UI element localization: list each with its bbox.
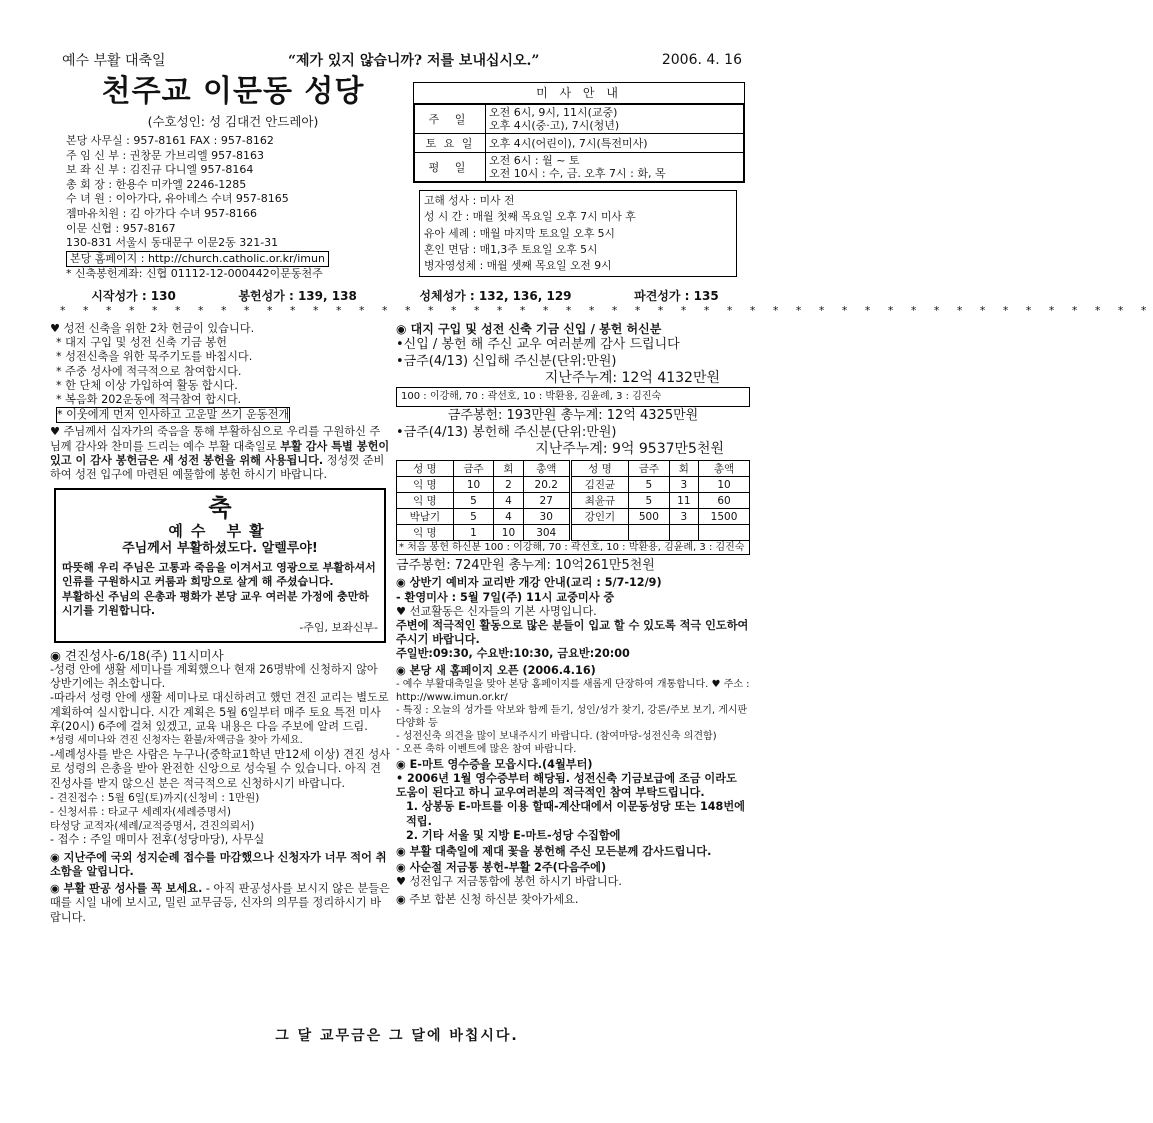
list-item: * 이웃에게 먼저 인사하고 고운말 쓰기 운동전개 [56,407,290,423]
table-cell: 27 [523,493,570,509]
table-cell: 박남기 [397,509,454,525]
homepage-line: - 특징 : 오늘의 성가를 악보와 함께 듣기, 성인/성가 찾기, 강론/주보 보기, 게시판 다양화 등 [396,704,748,729]
table-cell: 500 [629,509,670,525]
table-cell: 3 [669,509,698,525]
easter-offering-bold: 부활 감사 특별 봉헌이 있고 이 감사 봉헌금은 새 성전 봉헌을 위해 사용됩니다. [50,439,390,467]
staff-line: 보 좌 신 부 : 김진규 다니엘 957-8164 [66,163,254,177]
staff-line: 주 임 신 부 : 권창문 가브리엘 957-8163 [66,148,265,162]
list-item: * 대지 구입 및 성전 신축 기금 봉헌 [56,336,227,350]
table-cell: 1500 [699,509,750,525]
confirmation-line: - 접수 : 주일 매미사 전후(성당마당), 사무실 [50,833,265,847]
column-header: 성 명 [397,461,454,477]
sacrament-schedule [419,190,737,277]
homepage-line: - 오픈 축하 이벤트에 많은 참여 바랍니다. [396,743,577,755]
table-note: * 처음 봉헌 하신분 100 : 이강해, 70 : 곽선호, 10 : 박환용, 김윤례, 3 : 김진숙 [397,541,750,555]
table-cell: 60 [699,493,750,509]
table-row [397,509,750,525]
emart-body: • 2006년 1월 영수증부터 해당됨. 성전신축 기금보급에 조금 이라도 도움이 된다고 하니 교우여러분의 적극적인 참여 부탁드립니다. [396,772,737,800]
catechism-line: - 환영미사 : 5월 7일(주) 11시 교중미사 중 [396,590,615,604]
header-line [62,50,742,70]
week-offerings: •금주(4/13) 봉헌해 주신분(단위:만원) [396,425,617,441]
list-item: * 성전신축을 위한 묵주기도를 바칩시다. [56,350,253,364]
column-header: 금주 [453,461,494,477]
confirmation-line: - 신청서류 : 타교구 세례자(세례증명서) [50,806,232,819]
footer-tithe-notice: 그 달 교무금은 그 달에 바칩시다. [275,1028,519,1044]
previous-total: 지난주누계: 12억 4132만원 [544,370,720,387]
easter-confession-notice [50,882,390,925]
table-cell: 익 명 [397,493,454,509]
confirmation-line: -성령 안에 생활 세미나를 계획했으나 현재 26명밖에 신청하지 않아 상반기에는 취소합니다. [50,663,378,691]
table-cell: 5 [453,493,494,509]
table-cell [629,525,670,541]
table-cell: 30 [523,509,570,525]
sacrament-line: 성 시 간 : 매월 첫째 목요일 오후 7시 미사 후 [424,210,636,224]
table-cell: 20.2 [523,477,570,493]
catechism-line: ♥ 선교활동은 신자들의 기본 사명입니다. [396,604,597,618]
contributor-list: 100 : 이강해, 70 : 곽선호, 10 : 박환용, 김윤례, 3 : 김진숙 [396,387,750,407]
confirmation-title: ◉ 견진성사-6/18(주) 11시미사 [50,647,224,663]
easter-signature: -주임, 보좌신부- [299,620,378,634]
column-header: 회 [669,461,698,477]
feast-name: 예수 부활 대축일 [62,53,166,69]
easter-headline: 주님께서 부활하셨도다. 알렐루야! [122,541,318,557]
table-cell: 10 [494,525,523,541]
easter-offering-note [50,425,390,482]
sacrament-line: 혼인 면담 : 매1,3주 토요일 오후 5시 [424,242,598,256]
offertory-hymn: 봉헌성가 : 139, 138 [238,289,357,303]
staff-line: 젬마유치원 : 김 아가다 수녀 957-8166 [66,206,258,220]
table-cell [699,525,750,541]
mass-day: 토 요 일 [415,134,486,153]
star-divider: * * * * * * * * * * * * * * * * * * * * * * * * * * * * * * * * * * * * * * * * * * * * * * * * [60,304,1153,317]
motto: “제가 있지 않습니까? 저를 보내십시오.” [287,53,540,69]
homepage-line: - 예수 부활대축일을 맞아 본당 홈페이지를 새롭게 단장하여 개통합니다. ♥ 주소 : http://www.imun.or.kr/ [396,678,750,703]
collection-items [50,336,390,423]
homepage-line: - 성전신축 의견을 많이 보내주시기 바랍니다. (참여마당-성전신축 의견함) [396,730,717,742]
confirmation-line: -따라서 성령 안에 생활 세미나로 대신하려고 했던 견진 교리는 별도로 계획하여 실시합니다. 시간 계획은 5월 6일부터 매주 토요 특전 미사 후(20시) 6주에 걸쳐 있겠고, 교육 내용은 다음 주보에 알려 드림. [50,691,389,733]
catechism-title: ◉ 상반기 예비자 교리반 개강 안내(교리 : 5/7-12/9) [396,576,662,590]
offering-table [396,460,750,555]
mass-schedule-title: 미 사 안 내 [414,83,744,104]
table-row [397,477,750,493]
offering-week-sum: 금주봉헌: 724만원 총누계: 10억261만5천원 [396,558,655,574]
easter-greeting-box [54,488,386,643]
catechism-line: 주변에 적극적인 활동으로 많은 분들이 입교 할 수 있도록 적극 인도하여 주시기 바랍니다. [396,619,749,647]
mass-schedule [413,82,745,183]
table-cell: 10 [453,477,494,493]
right-column [396,322,750,907]
staff-line: 이문 신협 : 957-8167 [66,221,176,235]
mass-row [415,105,744,134]
list-item: * 주중 성사에 적극적으로 참여합시다. [56,364,242,378]
staff-list [60,134,406,282]
column-header: 성 명 [570,461,628,477]
sacrament-line: 고해 성사 : 미사 전 [424,194,515,207]
building-fund-account: * 신축봉헌계좌: 신협 01112-12-000442이문동천주 [66,267,323,281]
column-header: 금주 [629,461,670,477]
week-sum: 금주봉헌: 193만원 총누계: 12억 4325만원 [447,408,699,424]
offering-previous-total: 지난주누계: 9억 9537만5천원 [535,441,724,458]
table-cell: 4 [494,509,523,525]
column-header: 총액 [523,461,570,477]
staff-line: 수 녀 원 : 이아가다, 유아녜스 수녀 957-8165 [66,192,289,206]
savings-title: ◉ 사순절 저금통 봉헌-부활 2주(다음주에) [396,861,607,875]
recessional-hymn: 파견성가 : 135 [634,289,719,303]
table-cell: 1 [453,525,494,541]
fund-title: ◉ 대지 구입 및 성전 신축 기금 신입 / 봉헌 허신분 [396,322,662,336]
patron-saint: (수호성인: 성 김대건 안드레아) [147,114,319,129]
column-header: 회 [494,461,523,477]
table-cell: 익 명 [397,477,454,493]
flower-thanks: ◉ 부활 대축일에 제대 꽃을 봉헌해 주신 모든분께 감사드립니다. [396,845,712,859]
list-item: * 한 단체 이상 가입하여 활동 합시다. [56,378,238,392]
confirmation-line: 타성당 교적자(세례/교적증명서, 견진의뢰서) [50,820,255,833]
easter-message: 따뜻해 우리 주님은 고통과 죽음을 이겨서고 영광으로 부활하셔서 인류를 구원하시고 커룸과 희망으로 살게 해 주셨습니다. [62,560,376,589]
bulletin-binding-notice: ◉ 주보 합본 신청 하신분 찾아가세요. [396,892,579,906]
bulletin-date: 2006. 4. 16 [661,52,742,68]
mass-row [415,134,744,153]
table-cell: 3 [669,477,698,493]
table-cell: 김진균 [570,477,628,493]
table-cell: 11 [669,493,698,509]
table-cell: 10 [699,477,750,493]
left-column [50,322,390,925]
table-header-row [397,461,750,477]
week-contributors: •금주(4/13) 신입해 주신분(단위:만원) [396,354,617,370]
catechism-schedule: 주일반:09:30, 수요반:10:30, 금요반:20:00 [396,647,630,661]
mass-table [414,104,744,182]
confirmation-line: *성령 세미나와 견진 신청자는 환불/차액금을 찾아 가세요. [50,735,303,747]
table-cell: 5 [629,477,670,493]
table-cell: 5 [453,509,494,525]
hymn-numbers [60,287,750,304]
mass-row [415,153,744,182]
confirmation-line: - 견진접수 : 5월 6일(토)까지(신청비 : 1만원) [50,791,260,804]
confession-body: - 아직 판공성사를 보시지 않은 분들은 때를 시일 내에 보시고, 밀린 교무금등, 신자의 의무를 정리하시기 바랍니다. [50,882,390,924]
table-row [397,525,750,541]
easter-title: 예수 부활 [168,522,272,541]
mass-day: 주 일 [415,105,486,134]
column-header: 총액 [699,461,750,477]
table-note-row [397,541,750,555]
mass-day: 평 일 [415,153,486,182]
pilgrimage-notice: ◉ 지난주에 국외 성지순례 접수를 마감했으나 신청자가 너무 적어 취소함을 알립니다. [50,850,387,878]
confession-title: ◉ 부활 판공 성사를 꼭 보세요. [50,882,203,896]
address-line: 130-831 서울시 동대문구 이문2동 321-31 [66,236,279,250]
table-cell: 2 [494,477,523,493]
easter-offering-end: 정성껏 준비하여 성전 입구에 마련된 예물함에 봉헌 하시기 바랍니다. [50,453,385,482]
emart-step: 1. 상봉동 E-마트를 이용 할때-계산대에서 이문동성당 또는 148번에 적립. [406,800,745,828]
church-info [60,74,406,284]
homepage-title: ◉ 본당 새 홈페이지 오픈 (2006.4.16) [396,663,596,677]
fund-thanks: •신입 / 봉헌 해 주신 교우 여러분께 감사 드립니다 [396,337,680,353]
emart-step: 2. 기타 서울 및 지방 E-마트-성당 수집함에 [406,828,621,842]
savings-body: ♥ 성전입구 저금통함에 봉헌 하시기 바랍니다. [396,875,622,889]
mass-times: 오전 6시, 9시, 11시(교중) 오후 4시(중·고), 7시(청년) [486,105,744,134]
communion-hymn: 성체성가 : 132, 136, 129 [419,289,572,303]
table-row [397,493,750,509]
entrance-hymn: 시작성가 : 130 [91,289,176,303]
emart-title: ◉ E-마트 영수증을 모읍시다.(4월부터) [396,757,593,771]
confirmation-line: -세례성사를 받은 사람은 누구나(중학교1학년 만12세 이상) 견진 성사로 성령의 은총을 받아 완전한 신앙으로 성숙될 수 있습니다. 아직 견진성사를 받지 않으신 분은 적극적으로 신청하시기 바랍니다. [50,748,390,790]
table-cell: 4 [494,493,523,509]
mass-times: 오전 6시 : 월 ~ 토 오전 10시 : 수, 금. 오후 7시 : 화, 목 [486,153,744,182]
mass-times: 오후 4시(어린이), 7시(특전미사) [486,134,744,153]
sacrament-line: 병자영성체 : 매월 셋째 목요일 오전 9시 [424,259,612,273]
celebration-glyph: 축 [208,493,232,523]
table-cell: 304 [523,525,570,541]
second-collection-title: ♥ 성전 신축을 위한 2차 헌금이 있습니다. [50,322,255,335]
table-cell: 강인기 [570,509,628,525]
table-cell: 익 명 [397,525,454,541]
table-cell [570,525,628,541]
table-cell [669,525,698,541]
church-name: 천주교 이문동 성당 [101,74,365,109]
list-item: * 복음화 202운동에 적극참여 합시다. [56,393,242,407]
staff-line: 본당 사무실 : 957-8161 FAX : 957-8162 [66,134,274,147]
table-cell: 5 [629,493,670,509]
table-cell: 최윤규 [570,493,628,509]
easter-blessing: 부활하신 주님의 은총과 평화가 본당 교우 여러분 가정에 충만하시기를 기원합니다. [62,589,369,618]
website-link[interactable]: 본당 홈페이지 : http://church.catholic.or.kr/imun [66,251,329,268]
staff-line: 총 회 장 : 한용수 미카엘 2246-1285 [66,177,247,191]
sacrament-line: 유아 세례 : 매월 마지막 토요일 오후 5시 [424,226,615,240]
easter-offering-text: ♥ 주님께서 십자가의 죽음을 통해 부활하심으로 우리를 구원하신 주님께 감사와 찬미를 드리는 예수 부활 대축일로 [50,425,381,453]
